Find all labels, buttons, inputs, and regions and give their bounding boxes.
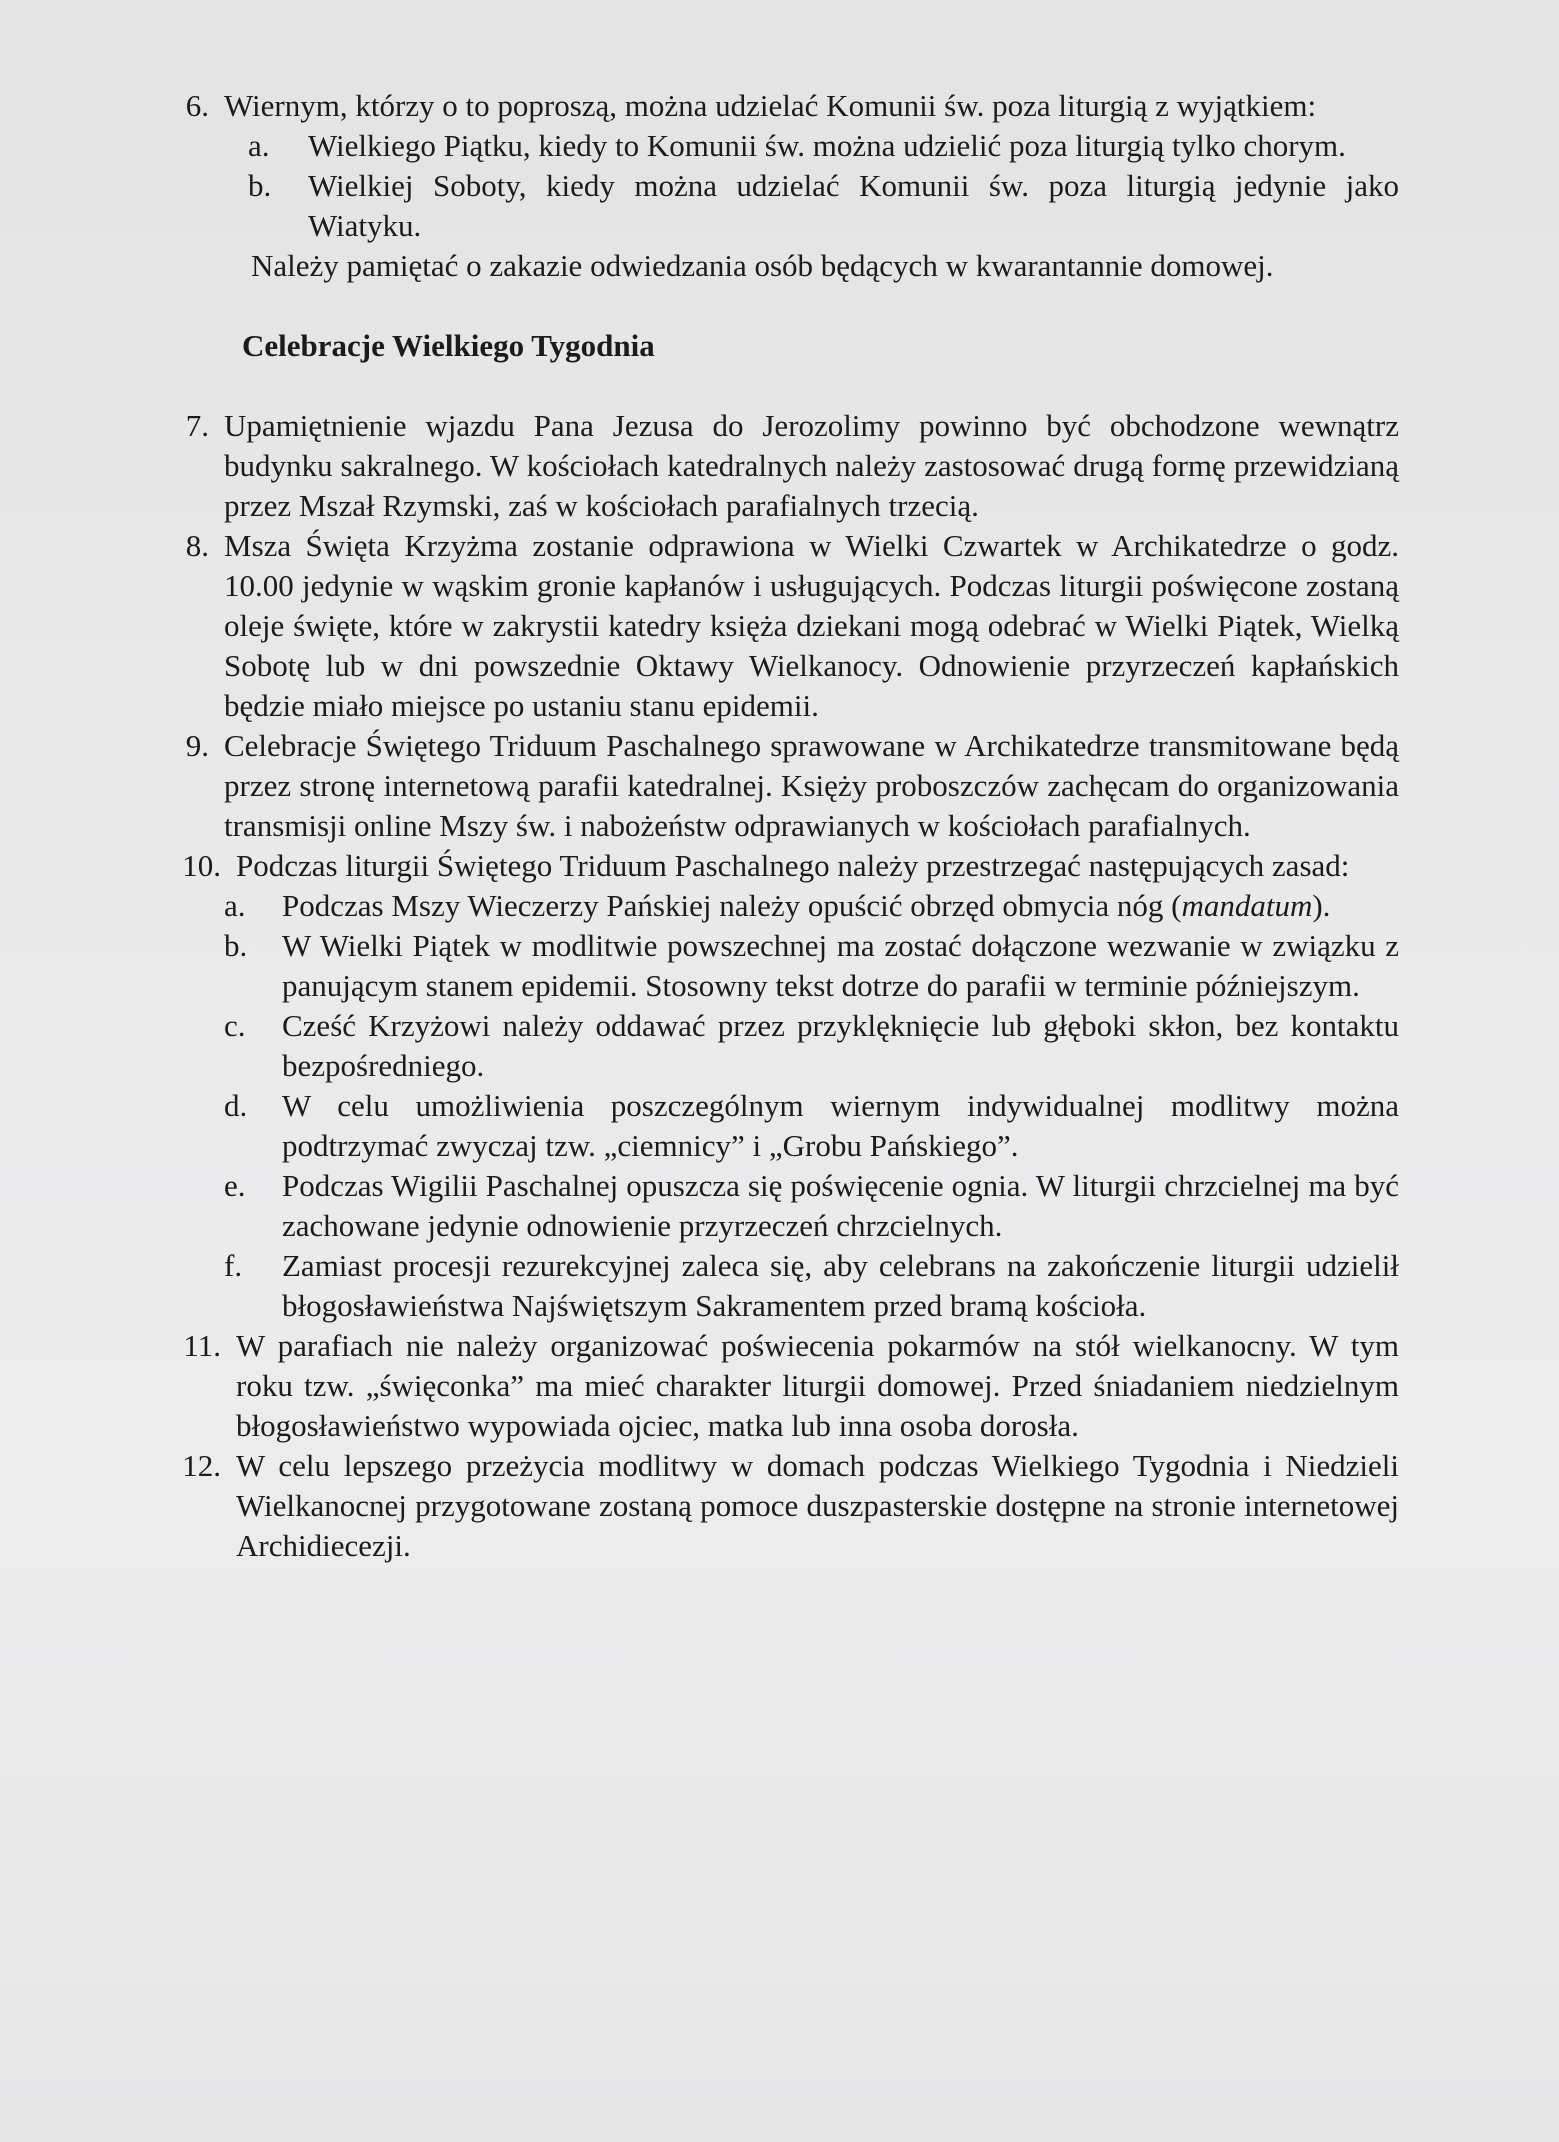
item-text: Upamiętnienie wjazdu Pana Jezusa do Jerozolimy powinno być obchodzone wewnątrz budynku sakralnego. W kościołach katedralnych należy zastosować drugą formę przewidzianą przez Mszał Rzymski, zaś w kościołach parafialnych trzecią. [224,408,1399,523]
sub-text: Wielkiej Soboty, kiedy można udzielać Komunii św. poza liturgią jedynie jako Wiatyku. [308,168,1399,243]
sub-item-6b [0,166,1399,246]
section-heading: Celebracje Wielkiego Tygodnia [242,328,655,363]
sub-item-10a [0,886,1399,926]
sub-letter: b. [224,928,248,963]
sub-item-10d [0,1086,1399,1166]
item-number: 9. [185,728,209,763]
item-number: 12. [182,1448,221,1483]
item-number: 8. [185,528,209,563]
sub-letter: c. [224,1008,246,1043]
item-text: W parafiach nie należy organizować poświecenia pokarmów na stół wielkanocny. W tym roku tzw. „święconka” ma mieć charakter liturgii domowej. Przed śniadaniem niedzielnym błogosławieństwo wypowiada ojciec, matka lub inna osoba dorosła. [236,1328,1399,1443]
sub-text: Podczas Mszy Wieczerzy Pańskiej należy opuścić obrzęd obmycia nóg (mandatum). [282,888,1331,923]
sub-letter: a. [224,888,246,923]
list-item-6 [0,86,1399,126]
sub-item-10f [0,1246,1399,1326]
item-number: 10. [182,848,221,883]
sub-text: Podczas Wigilii Paschalnej opuszcza się poświęcenie ognia. W liturgii chrzcielnej ma być zachowane jedynie odnowienie przyrzeczeń chrzcielnych. [282,1168,1399,1243]
item-text: W celu lepszego przeżycia modlitwy w domach podczas Wielkiego Tygodnia i Niedzieli Wielkanocnej przygotowane zostaną pomoce duszpasterskie dostępne na stronie internetowej Archidiecezji. [236,1448,1399,1563]
list-item-10 [0,846,1399,886]
list-item-11 [0,1326,1399,1446]
sub-letter: d. [224,1088,248,1123]
mandatum-term: mandatum [1181,888,1313,923]
item-number: 6. [185,88,209,123]
item-text: Msza Święta Krzyżma zostanie odprawiona w Wielki Czwartek w Archikatedrze o godz. 10.00 jedynie w wąskim gronie kapłanów i usługujących. Podczas liturgii poświęcone zostaną oleje święte, które w zakrystii katedry księża dziekani mogą odebrać w Wielki Piątek, Wielką Sobotę lub w dni powszednie Oktawy Wielkanocy. Odnowienie przyrzeczeń kapłańskich będzie miało miejsce po ustaniu stanu epidemii. [224,528,1399,723]
list-item-8 [0,526,1399,726]
sub-text: W celu umożliwienia poszczególnym wiernym indywidualnej modlitwy można podtrzymać zwyczaj tzw. „ciemnicy” i „Grobu Pańskiego”. [282,1088,1399,1163]
sub-item-10b [0,926,1399,1006]
sub-letter: b. [248,168,272,203]
sub-item-6a [0,126,1399,166]
sub-text: Zamiast procesji rezurekcyjnej zaleca się, aby celebrans na zakończenie liturgii udzielił błogosławieństwa Najświętszym Sakramentem przed bramą kościoła. [282,1248,1399,1323]
sub-text: Wielkiego Piątku, kiedy to Komunii św. można udzielić poza liturgią tylko chorym. [308,128,1346,163]
item-text: Wiernym, którzy o to poproszą, można udzielać Komunii św. poza liturgią z wyjątkiem: [224,88,1317,123]
quarantine-note: Należy pamiętać o zakazie odwiedzania osób będących w kwarantannie domowej. [251,248,1274,283]
sub-text: Cześć Krzyżowi należy oddawać przez przyklęknięcie lub głęboki skłon, bez kontaktu bezpośredniego. [282,1008,1399,1083]
list-item-7 [0,406,1399,526]
item-number: 11. [183,1328,221,1363]
sub-item-10c [0,1006,1399,1086]
sub-item-10e [0,1166,1399,1246]
sub-text: W Wielki Piątek w modlitwie powszechnej ma zostać dołączone wezwanie w związku z panującym stanem epidemii. Stosowny tekst dotrze do parafii w terminie późniejszym. [282,928,1399,1003]
sub-letter: e. [224,1168,246,1203]
item-text: Podczas liturgii Świętego Triduum Paschalnego należy przestrzegać następujących zasad: [236,848,1350,883]
sub-letter: f. [224,1248,243,1283]
list-item-12 [0,1446,1399,1566]
item-text: Celebracje Świętego Triduum Paschalnego sprawowane w Archikatedrze transmitowane będą przez stronę internetową parafii katedralnej. Księży proboszczów zachęcam do organizowania transmisji online Mszy św. i nabożeństw odprawianych w kościołach parafialnych. [224,728,1399,843]
item-number: 7. [185,408,209,443]
sub-letter: a. [248,128,270,163]
list-item-9 [0,726,1399,846]
